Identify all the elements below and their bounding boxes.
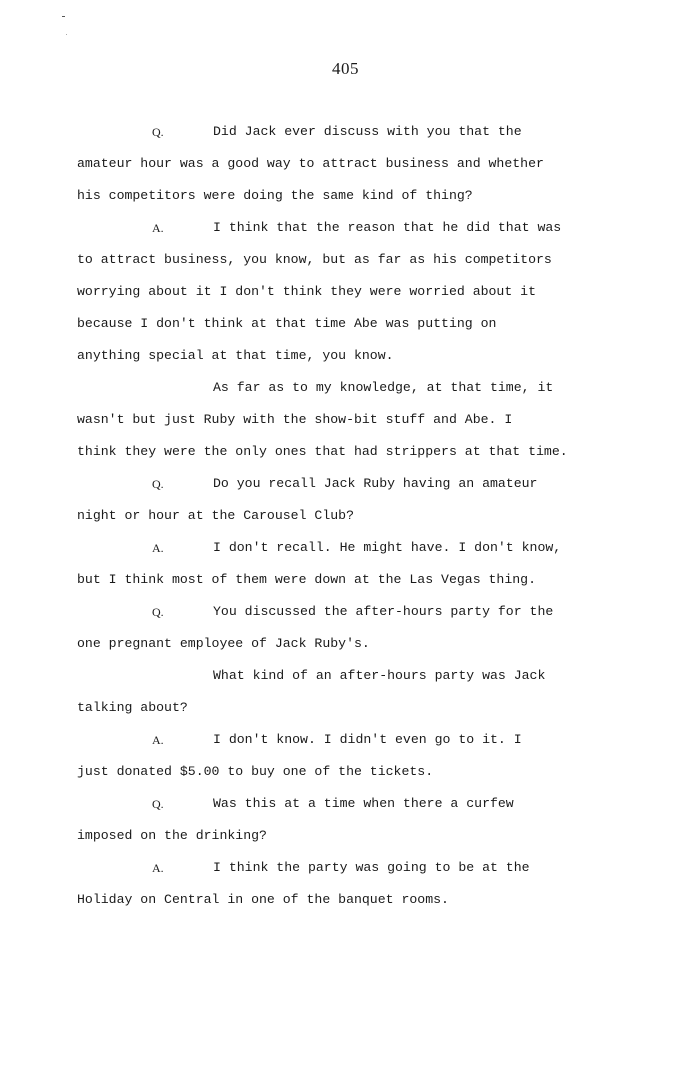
continuation-paragraph bbox=[77, 372, 617, 468]
transcript-line bbox=[77, 660, 617, 692]
line-text: to attract business, you know, but as far as his competitors bbox=[77, 252, 552, 267]
scan-speck bbox=[62, 16, 65, 17]
transcript-line bbox=[77, 820, 617, 852]
line-text: I think that the reason that he did that was bbox=[213, 220, 562, 235]
line-text: just donated $5.00 to buy one of the tickets. bbox=[77, 764, 434, 779]
speaker-label: A. bbox=[152, 541, 164, 555]
transcript-line bbox=[77, 852, 617, 884]
transcript-line bbox=[77, 756, 617, 788]
speaker-label: A. bbox=[152, 861, 164, 875]
line-text: imposed on the drinking? bbox=[77, 828, 267, 843]
transcript-line bbox=[77, 628, 617, 660]
line-text: I think the party was going to be at the bbox=[213, 860, 530, 875]
speaker-label: Q. bbox=[152, 125, 164, 139]
line-text: Did Jack ever discuss with you that the bbox=[213, 124, 522, 139]
line-text: What kind of an after-hours party was Jack bbox=[213, 668, 546, 683]
transcript-line bbox=[77, 788, 617, 820]
answer-paragraph bbox=[77, 852, 617, 916]
transcript-line bbox=[77, 884, 617, 916]
line-text: but I think most of them were down at the Las Vegas thing. bbox=[77, 572, 536, 587]
line-text: talking about? bbox=[77, 700, 188, 715]
transcript-line bbox=[77, 372, 617, 404]
line-text: his competitors were doing the same kind of thing? bbox=[77, 188, 473, 203]
transcript-line bbox=[77, 244, 617, 276]
line-text: night or hour at the Carousel Club? bbox=[77, 508, 354, 523]
question-paragraph bbox=[77, 468, 617, 532]
transcript-line bbox=[77, 436, 617, 468]
transcript-line bbox=[77, 692, 617, 724]
line-text: because I don't think at that time Abe was putting on bbox=[77, 316, 497, 331]
transcript-line bbox=[77, 404, 617, 436]
line-text: Do you recall Jack Ruby having an amateur bbox=[213, 476, 538, 491]
speaker-label: Q. bbox=[152, 605, 164, 619]
line-text: wasn't but just Ruby with the show-bit stuff and Abe. I bbox=[77, 412, 513, 427]
answer-paragraph bbox=[77, 212, 617, 372]
transcript-line bbox=[77, 148, 617, 180]
transcript-line bbox=[77, 596, 617, 628]
line-text: Holiday on Central in one of the banquet rooms. bbox=[77, 892, 449, 907]
line-text: worrying about it I don't think they were worried about it bbox=[77, 284, 536, 299]
speaker-label: A. bbox=[152, 733, 164, 747]
line-text: As far as to my knowledge, at that time, it bbox=[213, 380, 554, 395]
answer-paragraph bbox=[77, 532, 617, 596]
transcript-line bbox=[77, 116, 617, 148]
transcript-line bbox=[77, 308, 617, 340]
line-text: amateur hour was a good way to attract business and whether bbox=[77, 156, 544, 171]
transcript-line bbox=[77, 212, 617, 244]
scan-speck bbox=[66, 34, 67, 35]
continuation-paragraph bbox=[77, 660, 617, 724]
line-text: think they were the only ones that had strippers at that time. bbox=[77, 444, 568, 459]
speaker-label: Q. bbox=[152, 477, 164, 491]
page-number: 405 bbox=[332, 59, 359, 78]
line-text: You discussed the after-hours party for the bbox=[213, 604, 554, 619]
transcript-line bbox=[77, 340, 617, 372]
line-text: I don't recall. He might have. I don't know, bbox=[213, 540, 562, 555]
transcript-line bbox=[77, 724, 617, 756]
speaker-label: A. bbox=[152, 221, 164, 235]
line-text: one pregnant employee of Jack Ruby's. bbox=[77, 636, 370, 651]
transcript-line bbox=[77, 180, 617, 212]
transcript-line bbox=[77, 468, 617, 500]
transcript-line bbox=[77, 500, 617, 532]
question-paragraph bbox=[77, 116, 617, 212]
question-paragraph bbox=[77, 788, 617, 852]
answer-paragraph bbox=[77, 724, 617, 788]
line-text: anything special at that time, you know. bbox=[77, 348, 394, 363]
transcript-line bbox=[77, 276, 617, 308]
line-text: Was this at a time when there a curfew bbox=[213, 796, 514, 811]
line-text: I don't know. I didn't even go to it. I bbox=[213, 732, 522, 747]
speaker-label: Q. bbox=[152, 797, 164, 811]
transcript-line bbox=[77, 532, 617, 564]
transcript-body bbox=[77, 116, 617, 916]
question-paragraph bbox=[77, 596, 617, 660]
transcript-line bbox=[77, 564, 617, 596]
